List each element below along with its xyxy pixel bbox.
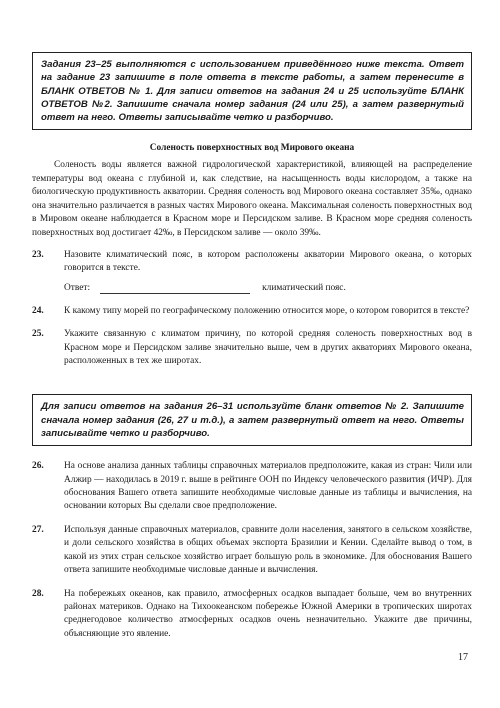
task-number: 24. [32, 305, 44, 316]
page-number: 17 [458, 652, 468, 663]
task-number: 27. [32, 524, 44, 535]
task-text: Используя данные справочных материалов, сравните доли населения, занятого в сельском хозяйстве, и доли сельского хозяйства в общих объемах экспорта Бразилии и Кении. Сделайте вывод о том, в какой из этих стран сельское хозяйство играет большую роль в экономике. Для обоснования Вашего ответа запишите необходимые числовые данные и вычисления. [64, 524, 472, 576]
task-23 [32, 249, 472, 296]
task-27 [32, 524, 472, 578]
task-28 [32, 588, 472, 642]
task-text: К какому типу морей по географическому положению относится море, о котором говорится в тексте? [64, 305, 470, 316]
task-text: Укажите связанную с климатом причину, по которой средняя соленость поверхностных вод в Красном море и Персидском заливе значительно выше, чем в других акваториях Мирового океана, расположенных в тех же широтах. [64, 329, 472, 366]
instructions-text-1: Задания 23–25 выполняются с использованием приведённого ниже текста. Ответ на задание 23 запишите в поле ответа в тексте работы, а затем перенесите в БЛАНК ОТВЕТОВ № 1. Для записи ответов на задания 24 и 25 используйте БЛАНК ОТВЕТОВ №2. Запишите сначала номер задания (24 или 25), а затем развернутый ответ на него. Ответы записывайте четко и разборчиво. [41, 59, 464, 124]
answer-suffix: климатический пояс. [262, 283, 346, 294]
task-text: Назовите климатический пояс, в котором расположены акватории Мирового океана, о которых говорится в тексте. [64, 249, 472, 274]
task-number: 25. [32, 329, 44, 340]
answer-field[interactable] [100, 282, 250, 294]
instructions-box-2 [32, 394, 472, 446]
task-text: На побережьях океанов, как правило, атмосферных осадков выпадает больше, чем во внутренних районах материков. Однако на Тихоокеанском побережье Южной Америки в тропических широтах среднегодовое количество атмосферных осадков очень незначительно. Укажите две причины, объясняющие это явление. [64, 588, 472, 639]
answer-label: Ответ: [64, 283, 91, 294]
task-number: 23. [32, 249, 44, 260]
text-title: Соленость поверхностных вод Мирового океана [149, 143, 355, 154]
task-number: 28. [32, 588, 44, 599]
task-24 [32, 305, 472, 318]
instructions-text-2: Для записи ответов на задания 26–31 используйте бланк ответов № 2. Запишите сначала номер задания (26, 27 и т.д.), а затем развернутый ответ на него. Ответы записывайте четко и разборчиво. [41, 401, 464, 439]
task-26 [32, 460, 472, 514]
instructions-box-1 [32, 52, 472, 130]
exam-page [32, 38, 472, 641]
task-25 [32, 328, 472, 368]
task-text: На основе анализа данных таблицы справочных материалов предположите, какая из стран: Чили или Алжир — находилась в 2019 г. выше в рейтинге ООН по Индексу человеческого развития (ИЧР). Для обоснования Вашего ответа запишите необходимые числовые данные из таблицы и вычисления, на основании которых Вы сделали свое предположение. [64, 461, 472, 512]
answer-line [64, 282, 472, 296]
text-body: Соленость воды является важной гидрологической характеристикой, влияющей на распределение температуры вод океана с глубиной и, как следствие, на насыщенность воды кислородом, а также на биологическую продуктивность акватории. Средняя соленость вод Мирового океана составляет 35‰, однако она значительно различается в разных частях Мирового океана. Максимальная соленость поверхностных вод в Мировом океане наблюдается в Красном море и Персидском заливе. В Красном море средняя соленость поверхностных вод достигает 42‰, в Персидском заливе — около 39‰. [32, 160, 472, 238]
task-number: 26. [32, 461, 44, 472]
